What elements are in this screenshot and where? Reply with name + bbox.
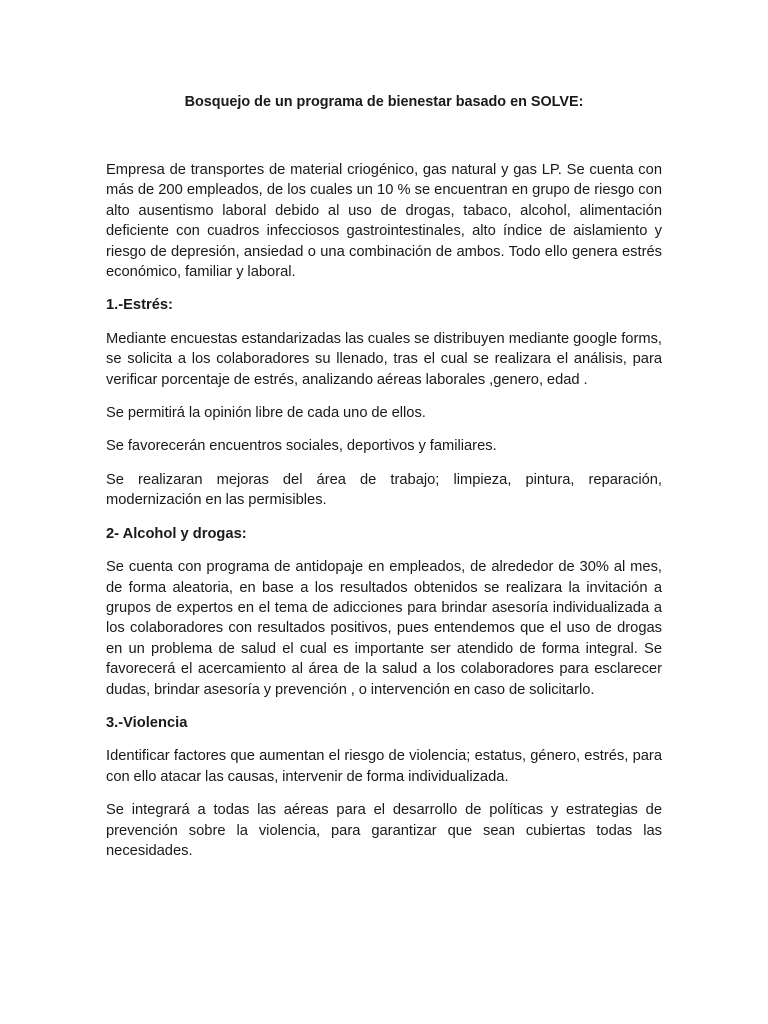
section-heading-violencia: 3.-Violencia <box>106 714 188 731</box>
section-heading-estres: 1.-Estrés: <box>106 297 173 314</box>
paragraph: Se favorecerán encuentros sociales, deportivos y familiares. <box>106 438 497 455</box>
paragraph: Mediante encuestas estandarizadas las cuales se distribuyen mediante google forms, se solicita a los colaboradores su llenado, tras el cual se realizara el análisis, para verificar porcentaje de estrés, analizando aéreas laborales ,genero, edad . <box>106 330 662 388</box>
paragraph: Se integrará a todas las aéreas para el desarrollo de políticas y estrategias de prevención sobre la violencia, para garantizar que sean cubiertas todas las necesidades. <box>106 802 662 859</box>
paragraph: Se realizaran mejoras del área de trabajo; limpieza, pintura, reparación, modernización en las permisibles. <box>106 471 662 509</box>
paragraph: Identificar factores que aumentan el riesgo de violencia; estatus, género, estrés, para con ello atacar las causas, intervenir de forma individualizada. <box>106 748 662 785</box>
paragraph: Se cuenta con programa de antidopaje en empleados, de alrededor de 30% al mes, de forma aleatoria, en base a los resultados obtenidos se realizara la invitación a grupos de expertos en el tema de adicciones para brindar asesoría individualizada a los colaboradores con resultados positivos, pues entendemos que el uso de drogas en un problema de salud el cual es importante ser atendido de forma integral. Se favorecerá el acercamiento al área de la salud a los colaboradores para esclarecer dudas, brindar asesoría y prevención , o intervención en caso de solicitarlo. <box>106 559 662 698</box>
intro-paragraph: Empresa de transportes de material criogénico, gas natural y gas LP. Se cuenta con más de 200 empleados, de los cuales un 10 % se encuentran en grupo de riesgo con alto ausentismo laboral debido al uso de drogas, tabaco, alcohol, alimentación deficiente con cuadros infecciosos gastrointestinales, alto índice de aislamiento y riesgo de depresión, ansiedad o una combinación de ambos. Todo ello genera estrés económico, familiar y laboral. <box>106 162 662 281</box>
paragraph: Se permitirá la opinión libre de cada uno de ellos. <box>106 405 426 422</box>
document-title: Bosquejo de un programa de bienestar basado en SOLVE: <box>184 94 584 110</box>
section-heading-alcohol-drogas: 2- Alcohol y drogas: <box>106 525 247 542</box>
